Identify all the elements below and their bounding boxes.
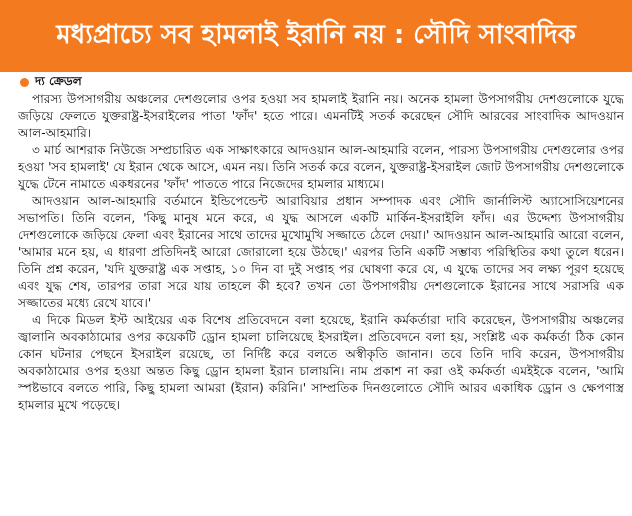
bullet-icon — [20, 78, 29, 87]
source-name: দ্য ক্রেডল — [35, 74, 82, 88]
article-body — [18, 74, 624, 514]
paragraph-2: ৩ মার্চ আশরাক নিউজে সম্প্রচারিত এক সাক্ষাৎকারে আদওয়ান আল-আহমারি বলেন, পারস্য উপসাগরীয় দেশগুলোর ওপর হওয়া 'সব হামলাই' যে ইরান থেকে আসে, এমন নয়। তিনি সতর্ক করে বলেন, যুক্তরাষ্ট্র-ইসরাইল জোট উপসাগরীয় দেশগুলোকে যুদ্ধে টেনে নামাতে একধরনের 'ফাঁদ' পাততে পারে নিজেদের হামলার মাধ্যমে। — [18, 143, 624, 191]
headline-bar — [0, 0, 632, 72]
paragraph-3: আদওয়ান আল-আহমারি বর্তমানে ইন্ডিপেন্ডেন্ট আরাবিয়ার প্রধান সম্পাদক এবং সৌদি জার্নালিস্ট অ্যাসোসিয়েশনের সভাপতি। তিনি বলেন, 'কিছু মানুষ মনে করে, এ যুদ্ধ আসলে একটি মার্কিন-ইসরাইলি ফাঁদ। এর উদ্দেশ্য উপসাগরীয় দেশগুলোকে জড়িয়ে ফেলা এবং ইরানের সাথে তাদের মুখোমুখি সজ্জাতে ঠেলে দেয়া।' আদওয়ান আল-আহমারি আরো বলেন, 'আমার মনে হয়, এ ধারণা প্রতিদিনই আরো জোরালো হয়ে উঠছে।' এরপর তিনি একটি সম্ভাব্য পরিস্থিতির কথা তুলে ধরেন। তিনি প্রশ্ন করেন, 'যদি যুক্তরাষ্ট্র এক সপ্তাহ, ১০ দিন বা দুই সপ্তাহ পর ঘোষণা করে যে, এ যুদ্ধে তাদের সব লক্ষ্য পূরণ হয়েছে এবং যুদ্ধ শেষ, তারপর তারা সরে যায় তাহলে কী হবে? তখন তো উপসাগরীয় দেশগুলোকে ইরানের সাথে সরাসরি এক সজ্জাতের মধ্যে রেখে যাবে।' — [18, 194, 624, 310]
paragraph-4: এ দিকে মিডল ইস্ট আইয়ের এক বিশেষ প্রতিবেদনে বলা হয়েছে, ইরানি কর্মকর্তারা দাবি করেছেন, উপসাগরীয় অঞ্চলের জ্বালানি অবকাঠামোর ওপর কয়েকটি ড্রোন হামলা চালিয়েছে ইসরাইল। প্রতিবেদনে বলা হয়, সংশ্লিষ্ট এক কর্মকর্তা ঠিক কোন কোন ঘটনার পেছনে ইসরাইল রয়েছে, তা নির্দিষ্ট করে বলতে অস্বীকৃতি জানান। তবে তিনি দাবি করেন, উপসাগরীয় অবকাঠামোর ওপর হওয়া অন্তত কিছু ড্রোন হামলা ইরান চালায়নি। নাম প্রকাশ না করা ওই কর্মকর্তা এমইইকে বলেন, 'আমি স্পষ্টভাবে বলতে পারি, কিছু হামলা আমরা (ইরান) করিনি।' সাম্প্রতিক দিনগুলোতে সৌদি আরব একাধিক ড্রোন ও ক্ষেপণাস্ত্র হামলার মুখে পড়েছে। — [18, 313, 624, 412]
source-line — [20, 74, 624, 91]
paragraph-1: পারস্য উপসাগরীয় অঞ্চলের দেশগুলোর ওপর হওয়া সব হামলাই ইরানি নয়। অনেক হামলা উপসাগরীয় দেশগুলোকে যুদ্ধে জড়িয়ে ফেলতে যুক্তরাষ্ট্র-ইসরাইলের পাতা 'ফাঁদ' হতে পারে। এমনটিই সতর্ক করেছেন সৌদি আরবের সাংবাদিক আদওয়ান আল-আহমারি। — [18, 92, 624, 140]
headline: মধ্যপ্রাচ্যে সব হামলাই ইরানি নয় : সৌদি সাংবাদিক — [56, 20, 576, 50]
